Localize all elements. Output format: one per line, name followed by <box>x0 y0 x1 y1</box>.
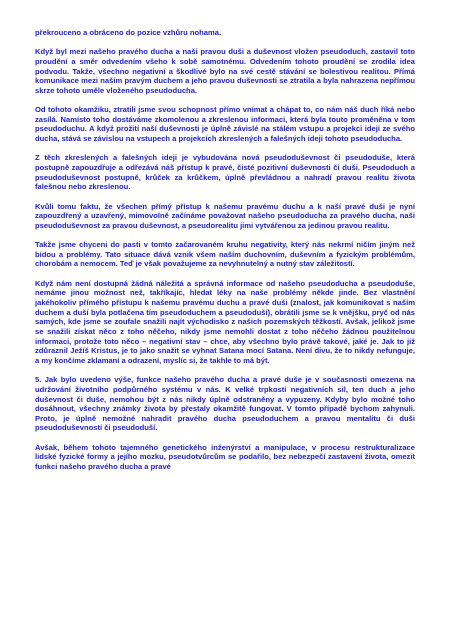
paragraph: Kvůli tomu faktu, že všechen přímý přístup k našemu pravému duchu a k naší pravé duši je nyní zapouzdřený a uzavřený, mimovolně začínáme považovat našeho pseudoducha za pravého ducha, naši pseudoduševnost za pravou duševnost, a pseudorealitu jimi vytvářenou za jedinou pravou realitu. <box>35 201 415 230</box>
paragraph: Když byl mezi našeho pravého ducha a naši pravou duši a duševnost vložen pseudoduch, zastavil toto proudění a směr odvedením všeho k sobě samotnému. Odvedením tohoto proudění se zrodila idea podvodu. Takže, všechno negativní a škodlivé bylo na své cestě stávání se bolestivou realitou. Přímá komunikace mezi naším pravým duchem a jeho pravou duševností se ztratila a byla nahrazena nepřímou skrze tohoto uměle vloženého pseudoducha. <box>35 47 415 95</box>
paragraph: Avšak, během tohoto tajemného genetického inženýrství a manipulace, v procesu restrukturalizace lidské fyzické formy a jejího mozku, pseudotvůrcům se podařilo, bez nebezpečí zastavení života, omezit funkci našeho pravého ducha a pravé <box>35 442 415 472</box>
paragraph: Z těch zkreslených a falešných ideji je vybudována nová pseudoduševnost či pseudoduše, která postupně zapouzdřuje a odřezává náš přístup k pravé, čisté pozitivní duševnosti či duši. Pseudoduch a pseudoduševnost postupně, krůček za krůčkem, úplně převládnou a nahradí pravou realitu života falešnou nebo zkreslenou. <box>35 153 415 192</box>
paragraph: Od tohoto okamžiku, ztratili jsme svou schopnost přímo vnímat a chápat to, co nám náš duch říká nebo zasílá. Namísto toho dostáváme zkomolenou a zkreslenou informaci, která byla touto proměněna v tom pseudoduchu. A když prožití naší duševnosti je úplně závislé na stálém vstupu a projekci ideji ze svého ducha, stává se závislou na vstupech a projekcích zkreslených a falešných ideji tohoto pseudoducha. <box>35 105 415 144</box>
document-body <box>35 28 415 481</box>
paragraph: Takže jsme chyceni do pasti v tomto začarovaném kruhu negativity, který nás nekrmí ničím jiným než bídou a problémy. Tato situace dává vznik všem naším duchovním, duševním a fyzickým problémům, chorobám a nemocem. Teď je však považujeme za nevyhnutelný a nutný stav záležitostí. <box>35 240 415 269</box>
paragraph: překrouceno a obráceno do pozice vzhůru nohama. <box>35 28 222 37</box>
paragraph: 5. Jak bylo uvedeno výše, funkce našeho pravého ducha a pravé duše je v současnosti omezena na udržování životního podpůrného systému v nás. K velké trpkosti negativních sil, ten duch a jeho duševnost či duše, nemohou být z nás nikdy úplně odstraněny a vypuzeny. Kdyby bylo možné toho dosáhnout, všechny známky života by přestaly okamžitě fungovat. V tomto případě bychom zahynuli. Proto, je úplně nemožné nahradit pravého ducha pseudoduchem a pravou mentalitu či duši pseudoduševností či pseudoduší. <box>35 375 415 433</box>
paragraph: Když nám není dostupná žádná náležitá a správná informace od našeho pseudoducha a pseudoduše, nemáme jinou možnost než, takříkajíc, hledat léky na naše problémy někde jinde. Bez vlastnění jakéhokoliv přímého přístupu k našemu pravému duchu a pravé duši (znalost, jak komunikovat s naším duchem a duší byla potlačena tím pseudoduchem a pseudoduší), obrátili jsme se k vnějšku, pryč od nás samých, kde jsme se zoufale snažili najít východisko z našich pozemských těžkostí. Avšak, jelikož jsme se snažili získat něco z toho něčeho, nikdy jsme nemohli dostat z toho něčeho žádnou použitelnou informaci, protože toto něco – negativní stav – chce, aby všechno bylo právě takové, jaké je. Jak to již zdůraznil Ježíš Kristus, je to jako snažit se vyhnat Satana mocí Satana. Není divu, že to nikdy nefunguje, a my končíme zklamaní a odrazení, myslíc si, že takhle to má být. <box>35 278 415 365</box>
